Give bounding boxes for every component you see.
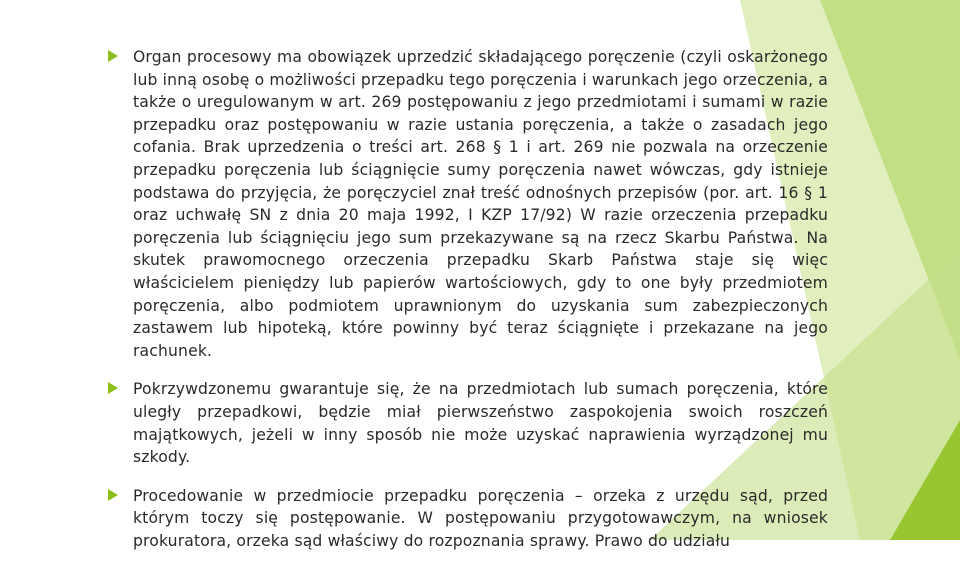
bullet-text: Procedowanie w przedmiocie przepadku poręczenia – orzeka z urzędu sąd, przed którym toczy się postępowanie. W postępowaniu przygotowawczym, na wniosek prokuratora, orzeka sąd właściwy do rozpoznania sprawy. Prawo do udziału <box>133 486 828 550</box>
bullet-item <box>108 378 828 468</box>
bullet-text: Organ procesowy ma obowiązek uprzedzić składającego poręczenie (czyli oskarżonego lub inną osobę o możliwości przepadku tego poręczenia i warunkach jego orzeczenia, a także o uregulowanym w art. 269 postępowaniu z jego przedmiotami i sumami w razie przepadku oraz postępowaniu w razie ustania poręczenia, a także o zasadach jego cofania. Brak uprzedzenia o treści art. 268 § 1 i art. 269 nie pozwala na orzeczenie przepadku poręczenia lub ściągnięcie sumy poręczenia nawet wówczas, gdy istnieje podstawa do przyjęcia, że poręczyciel znał treść odnośnych przepisów (por. art. 16 § 1 oraz uchwałę SN z dnia 20 maja 1992, I KZP 17/92) W razie orzeczenia przepadku poręczenia lub ściągnięciu jego sum przekazywane są na rzecz Skarbu Państwa. Na skutek prawomocnego orzeczenia przepadku Skarb Państwa staje się więc właścicielem pieniędzy lub papierów wartościowych, gdy to one były przedmiotem poręczenia, albo podmiotem uprawnionym do uzyskania sum zabezpieczonych zastawem lub hipoteką, które powinny być teraz ściągnięte i przekazane na jego rachunek. <box>133 48 828 360</box>
triangle-bullet-icon <box>108 50 118 62</box>
bullet-item <box>108 485 828 553</box>
bullet-text: Pokrzywdzonemu gwarantuje się, że na przedmiotach lub sumach poręczenia, które uległy przepadkowi, będzie miał pierwszeństwo zaspokojenia swoich roszczeń majątkowych, jeżeli w inny sposób nie może uzyskać naprawienia wyrządzonej mu szkody. <box>133 380 828 467</box>
triangle-bullet-icon <box>108 489 118 501</box>
slide-content <box>108 46 828 568</box>
triangle-bullet-icon <box>108 382 118 394</box>
bullet-item <box>108 46 828 362</box>
